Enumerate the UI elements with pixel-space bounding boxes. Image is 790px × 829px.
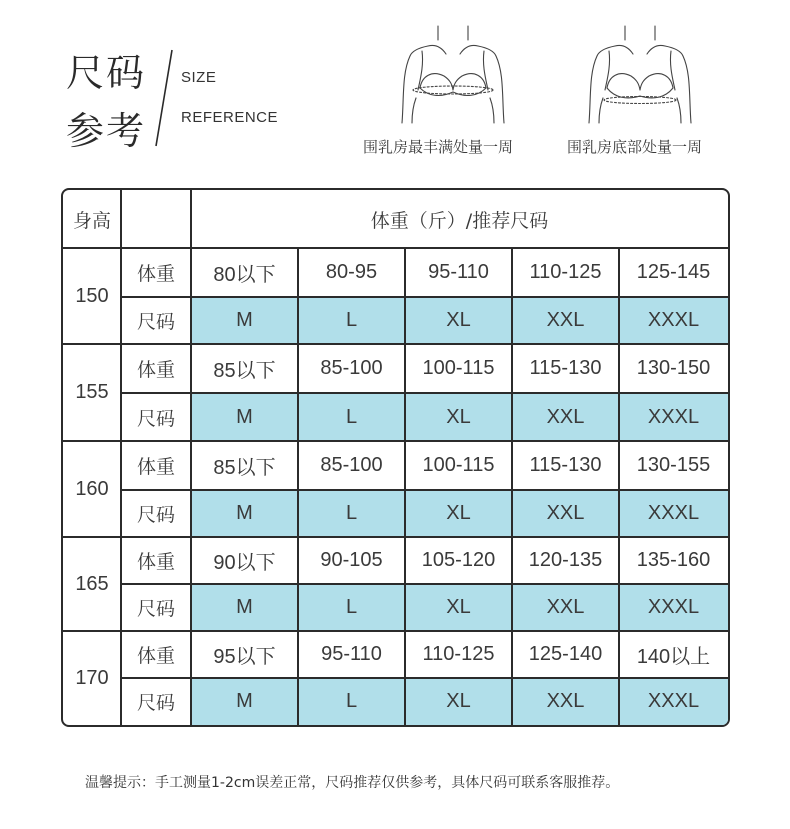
column-divider [618,248,620,725]
height-cell: 150 [75,284,109,307]
underbust-measure-figure [585,18,695,128]
weight-range-cell: 100-115 [422,454,495,476]
weight-range-cell: 125-145 [636,261,711,283]
size-cell: XXXL [619,297,728,344]
weight-label: 体重 [136,359,175,381]
size-cell: XXXL [619,490,728,537]
size-cell: L [298,490,405,537]
sub-row-divider [121,296,728,298]
underbust-figure-caption: 围乳房底部处量一周 [567,138,703,156]
weight-range-cell: 130-150 [636,357,711,379]
weight-size-header: 体重（斤）/推荐尺码 [370,209,549,232]
size-cell: XL [405,584,512,631]
size-label: 尺码 [136,504,175,526]
weight-range-cell: 100-115 [422,357,495,379]
weight-range-cell: 90-105 [320,549,383,571]
weight-range-cell: 130-155 [636,454,711,476]
weight-range-cell: 95以下 [213,646,276,668]
size-cell: XL [405,393,512,441]
row-divider [63,630,728,632]
weight-range-cell: 135-160 [636,549,711,571]
title-size: 尺码 [66,51,147,95]
size-cell: XL [405,678,512,725]
column-divider [297,248,299,725]
size-cell: XXXL [619,393,728,441]
column-divider [120,190,122,725]
tip-note: 温馨提示：手工测量1-2cm误差正常，尺码推荐仅供参考，具体尺码可联系客服推荐。 [85,775,620,791]
size-cell: L [298,297,405,344]
bust-full-measure-figure [398,18,508,128]
weight-range-cell: 115-130 [529,357,602,379]
weight-range-cell: 80-95 [325,261,378,283]
size-cell: L [298,584,405,631]
height-cell: 155 [75,381,109,403]
column-divider [511,248,513,725]
weight-range-cell: 80以下 [213,264,276,286]
size-cell: M [191,678,298,725]
size-cell: XXL [512,490,619,537]
weight-range-cell: 115-130 [529,454,602,476]
size-table [61,188,730,727]
weight-range-cell: 105-120 [421,549,496,571]
sub-row-divider [121,677,728,679]
weight-range-cell: 90以下 [213,552,276,574]
row-divider [63,247,728,249]
weight-range-cell: 85以下 [213,457,276,479]
weight-range-cell: 95-110 [321,643,382,665]
height-header: 身高 [72,209,111,232]
size-cell: XXL [512,393,619,441]
size-cell: M [191,490,298,537]
size-label: 尺码 [136,311,175,333]
sub-row-divider [121,489,728,491]
subtitle-reference: REFERENCE [181,109,279,126]
weight-range-cell: 85-100 [320,357,383,379]
size-cell: XXL [512,297,619,344]
height-cell: 160 [75,477,109,500]
weight-label: 体重 [136,551,175,573]
row-divider [63,536,728,538]
weight-range-cell: 120-135 [528,549,603,571]
size-cell: L [298,393,405,441]
row-divider [63,343,728,345]
size-cell: XXL [512,678,619,725]
row-divider [63,440,728,442]
size-cell: XXXL [619,584,728,631]
weight-range-cell: 110-125 [529,261,602,283]
weight-label: 体重 [136,263,175,285]
bust-figure-caption: 围乳房最丰满处量一周 [363,138,514,156]
size-cell: XL [405,490,512,537]
weight-range-cell: 140以上 [636,646,711,668]
size-label: 尺码 [136,598,175,620]
subtitle-size: SIZE [181,69,217,86]
weight-range-cell: 110-125 [422,643,495,665]
weight-label: 体重 [136,456,175,478]
size-cell: L [298,678,405,725]
size-cell: XL [405,297,512,344]
height-cell: 165 [75,572,109,595]
size-label: 尺码 [136,692,175,714]
weight-range-cell: 85-100 [320,454,383,476]
weight-label: 体重 [136,645,175,667]
column-divider [190,190,192,725]
column-divider [404,248,406,725]
sub-row-divider [121,392,728,394]
sub-row-divider [121,583,728,585]
weight-range-cell: 95-110 [428,261,489,283]
title-divider-slash [150,48,180,148]
weight-range-cell: 125-140 [528,643,603,665]
size-cell: XXL [512,584,619,631]
size-cell: M [191,393,298,441]
size-label: 尺码 [136,407,175,430]
weight-range-cell: 85以下 [213,360,276,382]
size-cell: M [191,297,298,344]
title-reference: 参考 [66,109,147,153]
size-cell: M [191,584,298,631]
size-cell: XXXL [619,678,728,725]
height-cell: 170 [75,666,109,689]
